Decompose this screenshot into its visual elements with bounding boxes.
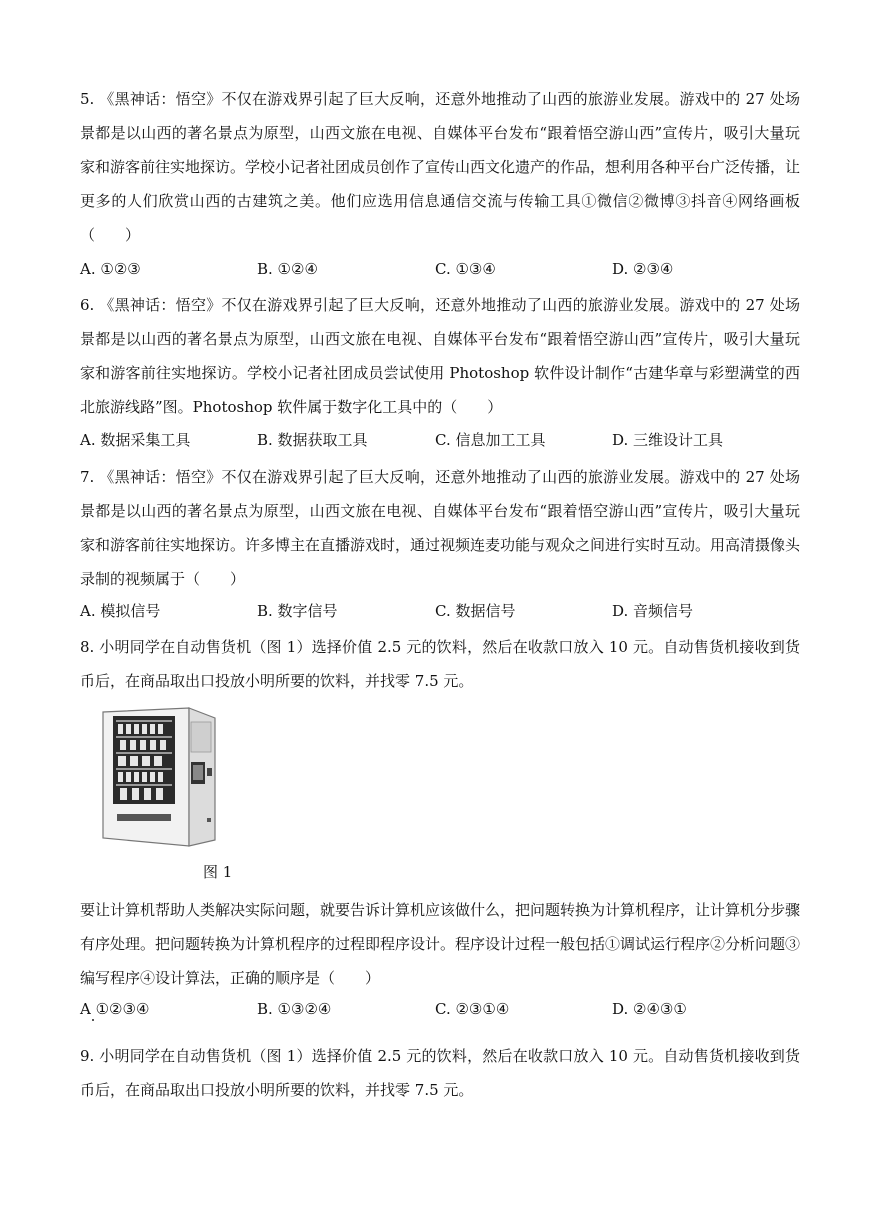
question-6-option-a[interactable]: A. 数据采集工具 bbox=[80, 431, 191, 449]
stray-mark bbox=[92, 1019, 94, 1021]
question-6-options bbox=[80, 423, 800, 457]
vending-machine-illustration bbox=[97, 706, 227, 848]
question-8-option-b[interactable]: B. ①③②④ bbox=[257, 1000, 332, 1018]
question-6-option-c[interactable]: C. 信息加工工具 bbox=[435, 431, 546, 449]
question-6-text: 6. 《黑神话：悟空》不仅在游戏界引起了巨大反响，还意外地推动了山西的旅游业发展。游戏中的 27 处场景都是以山西的著名景点为原型，山西文旅在电视、自媒体平台发布“跟着悟空游山西”宣传片，吸引大量玩家和游客前往实地探访。学校小记者社团成员尝试使用 Photoshop 软件设计制作“古建华章与彩塑满堂的西北旅游线路”图。Photoshop 软件属于数字化工具中的（ ） bbox=[80, 296, 800, 416]
question-5-text: 5. 《黑神话：悟空》不仅在游戏界引起了巨大反响，还意外地推动了山西的旅游业发展。游戏中的 27 处场景都是以山西的著名景点为原型，山西文旅在电视、自媒体平台发布“跟着悟空游山西”宣传片，吸引大量玩家和游客前往实地探访。学校小记者社团成员创作了宣传山西文化遗产的作品，想利用各种平台广泛传播，让更多的人们欣赏山西的古建筑之美。他们应选用信息通信交流与传输工具①微信②微博③抖音④网络画板（ ） bbox=[80, 90, 801, 244]
vending-machine-image bbox=[97, 706, 227, 848]
question-8-options bbox=[80, 992, 800, 1026]
question-5-option-d[interactable]: D. ②③④ bbox=[612, 260, 674, 278]
question-7-options bbox=[80, 594, 800, 628]
question-5-option-b[interactable]: B. ①②④ bbox=[257, 260, 318, 278]
figure-1-caption: 图 1 bbox=[203, 863, 233, 881]
question-8-option-c[interactable]: C. ②③①④ bbox=[435, 1000, 510, 1018]
question-5-option-c[interactable]: C. ①③④ bbox=[435, 260, 496, 278]
question-8-option-a[interactable]: A ①②③④ bbox=[80, 1000, 150, 1018]
question-8-text: 要让计算机帮助人类解决实际问题，就要告诉计算机应该做什么，把问题转换为计算机程序，让计算机分步骤有序处理。把问题转换为计算机程序的过程即程序设计。程序设计过程一般包括①调试运行程序②分析问题③编写程序④设计算法，正确的顺序是（ ） bbox=[80, 901, 801, 987]
question-5-options bbox=[80, 252, 800, 286]
question-7-option-d[interactable]: D. 音频信号 bbox=[612, 602, 694, 620]
question-5-option-a[interactable]: A. ①②③ bbox=[80, 260, 141, 278]
question-7-option-c[interactable]: C. 数据信号 bbox=[435, 602, 516, 620]
question-7-option-b[interactable]: B. 数字信号 bbox=[257, 602, 338, 620]
question-9-text: 9. 小明同学在自动售货机（图 1）选择价值 2.5 元的饮料，然后在收款口放入 10 元。自动售货机接收到货币后，在商品取出口投放小明所要的饮料，并找零 7.5 元。 bbox=[80, 1047, 800, 1099]
question-7-option-a[interactable]: A. 模拟信号 bbox=[80, 602, 161, 620]
question-6-option-d[interactable]: D. 三维设计工具 bbox=[612, 431, 724, 449]
question-8-intro: 8. 小明同学在自动售货机（图 1）选择价值 2.5 元的饮料，然后在收款口放入 10 元。自动售货机接收到货币后，在商品取出口投放小明所要的饮料，并找零 7.5 元。 bbox=[80, 638, 800, 690]
question-6-option-b[interactable]: B. 数据获取工具 bbox=[257, 431, 368, 449]
question-8-option-d[interactable]: D. ②④③① bbox=[612, 1000, 687, 1018]
question-7-text: 7. 《黑神话：悟空》不仅在游戏界引起了巨大反响，还意外地推动了山西的旅游业发展。游戏中的 27 处场景都是以山西的著名景点为原型，山西文旅在电视、自媒体平台发布“跟着悟空游山西”宣传片，吸引大量玩家和游客前往实地探访。许多博主在直播游戏时，通过视频连麦功能与观众之间进行实时互动。用高清摄像头录制的视频属于（ ） bbox=[80, 468, 801, 588]
